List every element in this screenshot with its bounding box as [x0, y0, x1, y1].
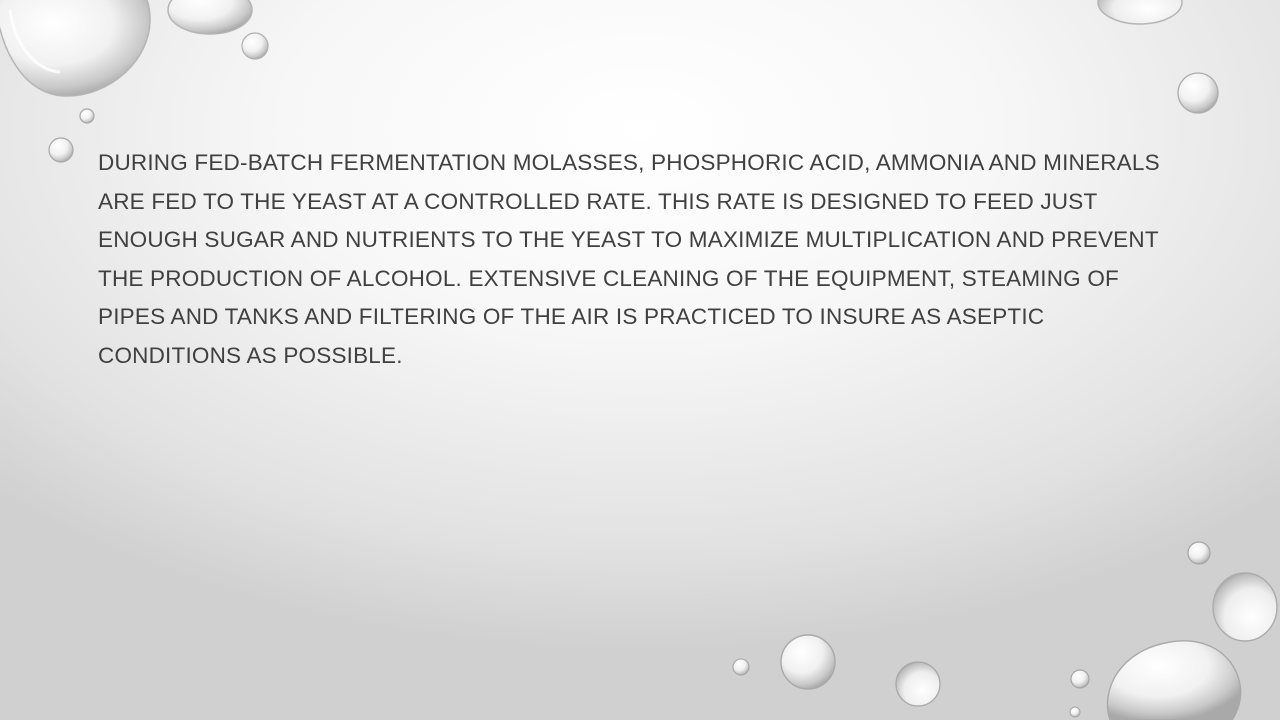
droplet-small-2	[80, 109, 94, 123]
droplet-bottom-right-small-1	[1188, 542, 1210, 564]
slide-body-text: DURING FED-BATCH FERMENTATION MOLASSES, PHOSPHORIC ACID, AMMONIA AND MINERALS ARE FED TO THE YEAST AT A CONTROLLED RATE. THIS RATE IS DESIGNED TO FEED JUST ENOUGH SUGAR AND NUTRIENTS TO THE YEAST TO MAXIMIZE MULTIPLICATION AND PREVENT THE PRODUCTION OF ALCOHOL. EXTENSIVE CLEANING OF THE EQUIPMENT, STEAMING OF PIPES AND TANKS AND FILTERING OF THE AIR IS PRACTICED TO INSURE AS ASEPTIC CONDITIONS AS POSSIBLE.	[98, 150, 1160, 368]
droplet-bottom-right-medium	[1213, 573, 1277, 641]
droplet-bottom-center-large	[781, 635, 835, 689]
droplet-bottom-center-small	[733, 659, 749, 675]
droplet-top-right-large	[1098, 0, 1182, 24]
droplet-top-right-medium	[1178, 73, 1218, 113]
droplet-bottom-right-large	[1108, 641, 1241, 720]
droplet-bottom-small-3	[1070, 707, 1080, 717]
droplet-small-3	[49, 138, 73, 162]
droplet-bottom-small-2	[1071, 670, 1089, 688]
droplet-top-left-oval	[168, 0, 252, 34]
droplet-small-1	[242, 33, 268, 59]
droplet-top-left-large	[0, 0, 150, 96]
droplet-bottom-center-medium	[896, 662, 940, 706]
